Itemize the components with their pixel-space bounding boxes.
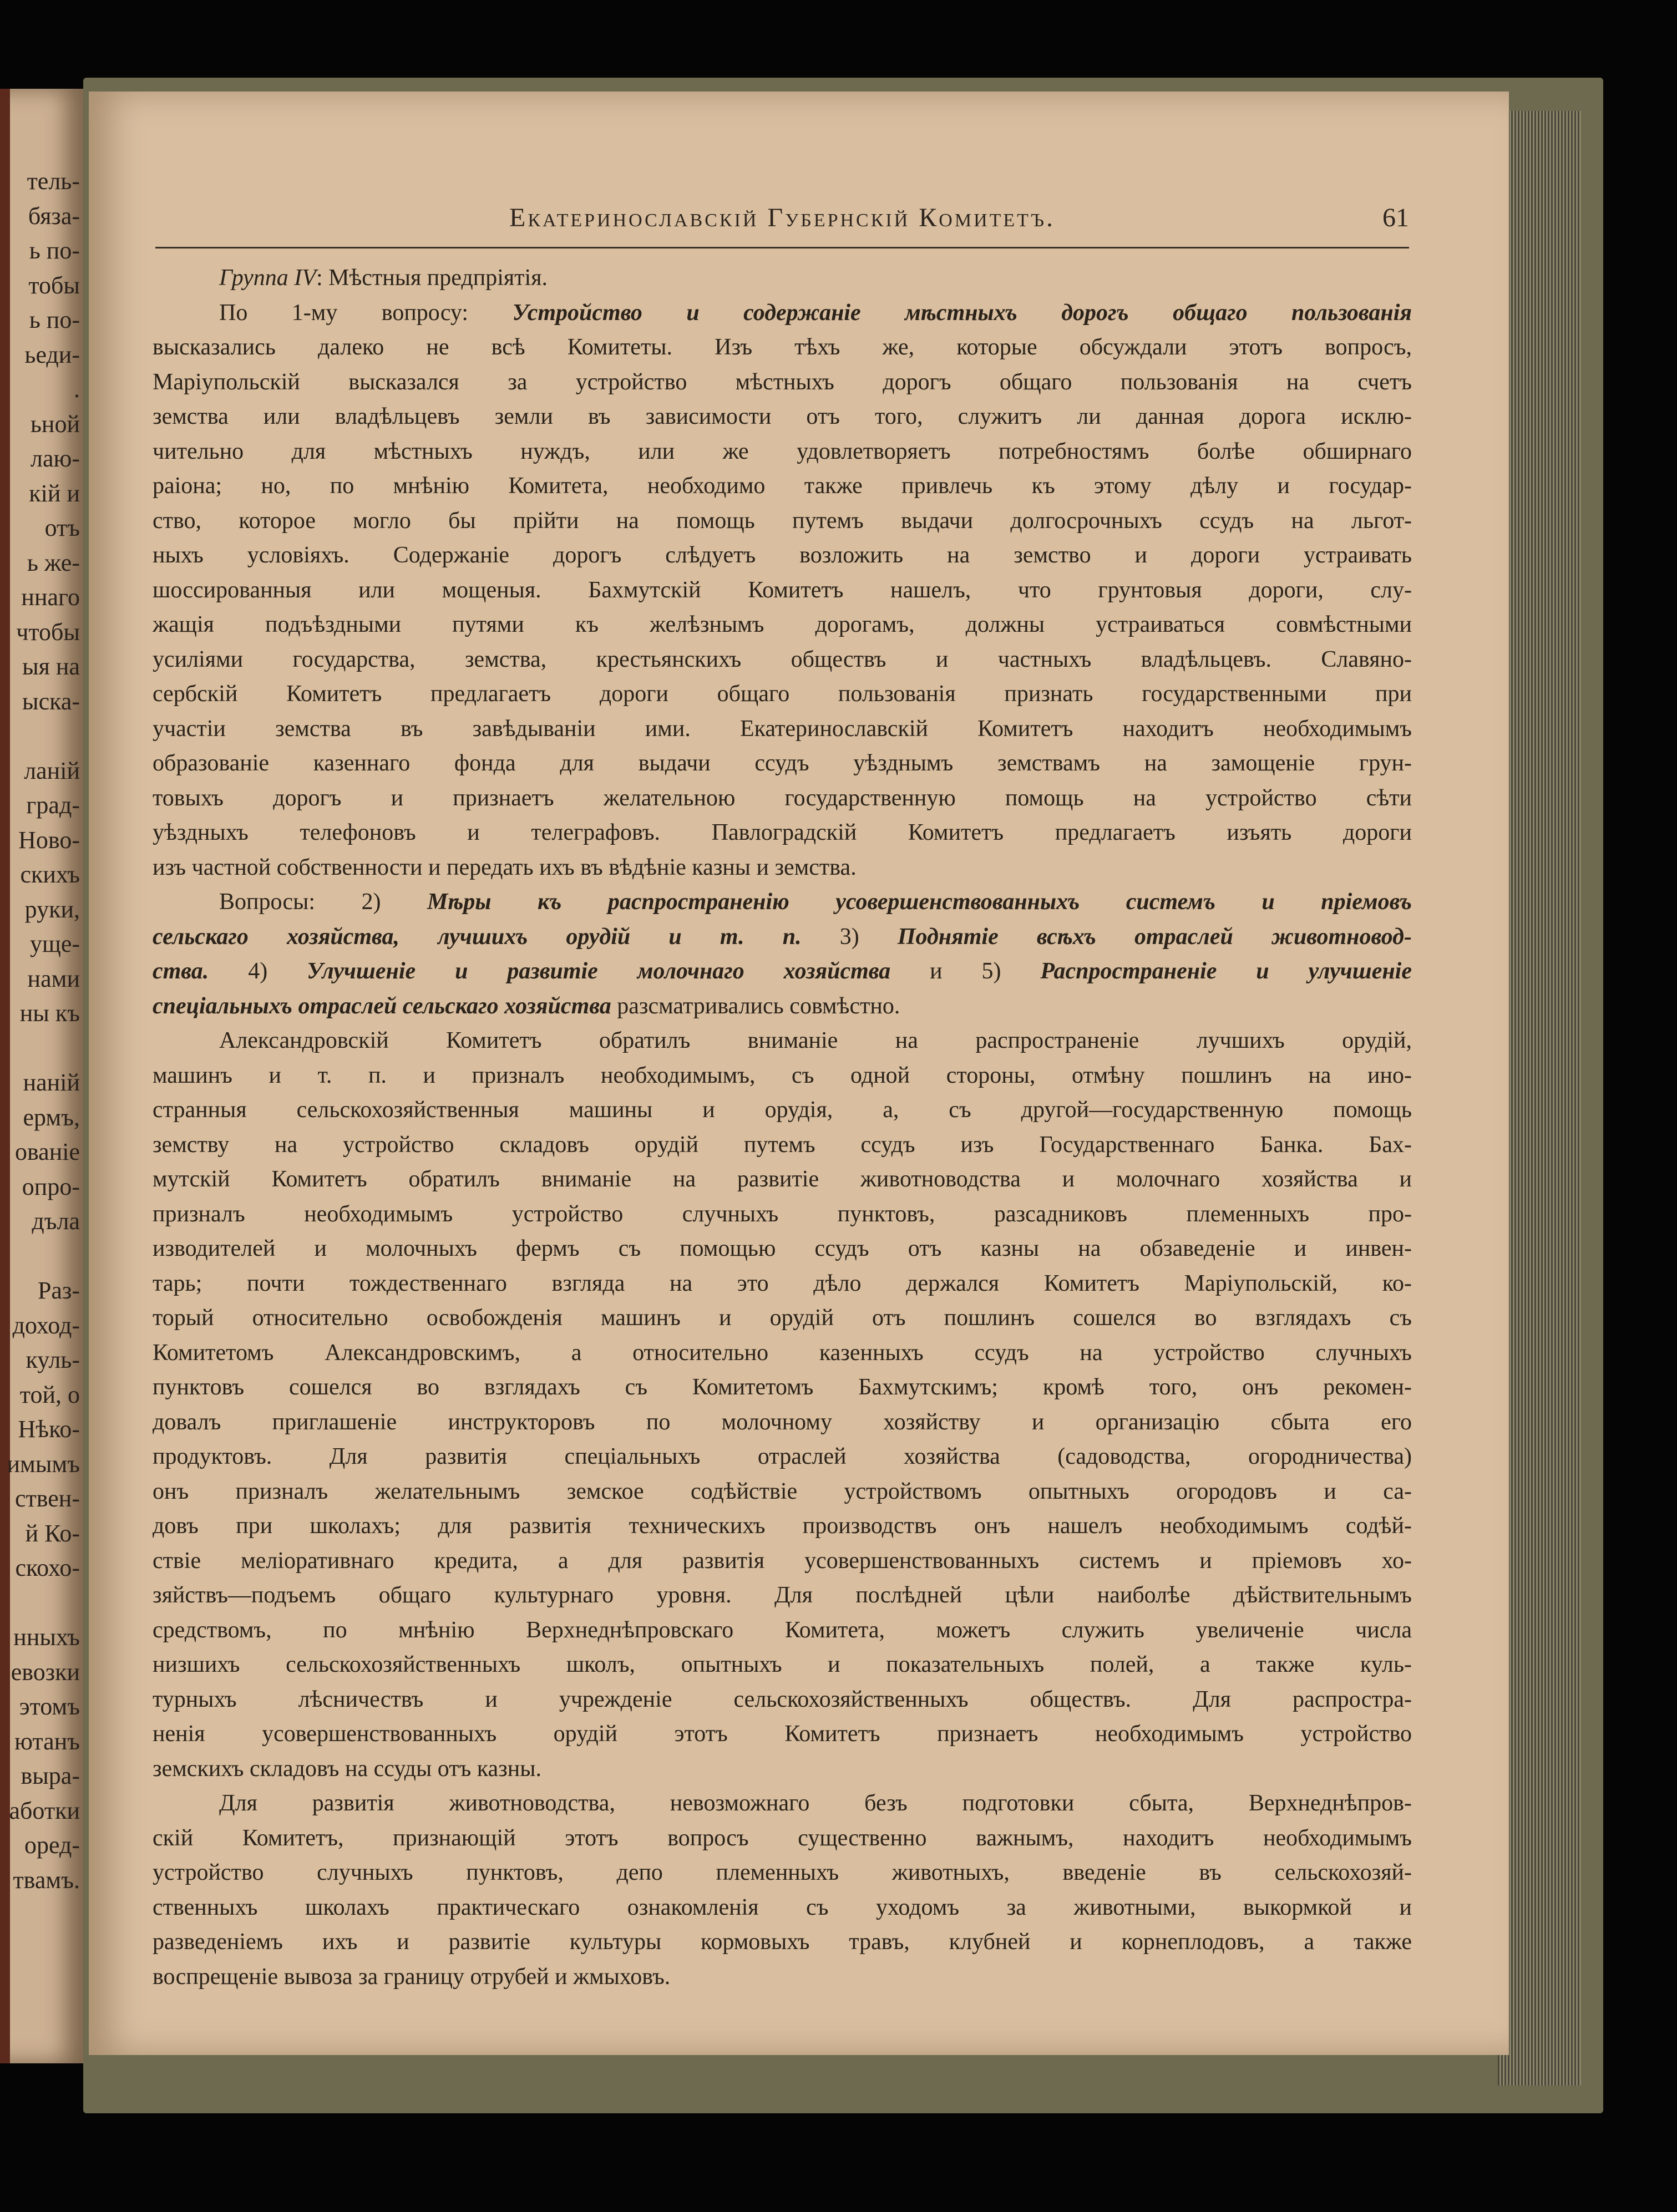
text-run: Устройство и содержаніе мѣстныхъ дорогъ общаго пользованія — [512, 300, 1412, 326]
text-run: усиліями государства, земства, крестьянскихъ обществъ и частныхъ владѣльцевъ. Славяно- — [153, 646, 1412, 672]
text-run: ныхъ условіяхъ. Содержаніе дорогъ слѣдуетъ возложить на земство и дороги устраивать — [153, 542, 1412, 568]
text-line — [153, 1405, 1412, 1440]
text-run: : Мѣстныя предпріятія. — [316, 265, 548, 291]
adjacent-left-page — [0, 89, 83, 2063]
text-run: зяйствъ—подъемъ общаго культурнаго уровня. Для послѣдней цѣли наиболѣе дѣйствительнымъ — [153, 1582, 1412, 1608]
text-line — [153, 573, 1412, 608]
text-run: Александровскій Комитетъ обратилъ вниманіе на распространеніе лучшихъ орудій, — [219, 1028, 1412, 1053]
text-run: Улучшеніе и развитіе молочнаго хозяйства — [307, 958, 891, 984]
text-line — [153, 1752, 1412, 1787]
text-line — [153, 1162, 1412, 1197]
text-line — [153, 1578, 1412, 1613]
text-run: и 5) — [890, 958, 1041, 984]
left-page-fragment: наній — [23, 1069, 80, 1096]
text-run: ства. — [153, 958, 209, 984]
text-run: раіона; но, по мнѣнію Комитета, необходимо также привлечь къ этому дѣлу и государ- — [153, 473, 1412, 499]
text-line — [153, 1647, 1412, 1682]
left-page-fragment: ь по- — [29, 306, 80, 333]
left-page-fragment: евозки — [11, 1658, 80, 1686]
text-run: Маріупольскій высказался за устройство мѣстныхъ дорогъ общаго пользованія на счетъ — [153, 369, 1412, 395]
text-line — [153, 885, 1412, 920]
text-run: низшихъ сельскохозяйственныхъ школъ, опытныхъ и показательныхъ полей, а также куль- — [153, 1652, 1412, 1677]
text-run: скій Комитетъ, признающій этотъ вопросъ существенно важнымъ, находитъ необходимымъ — [153, 1825, 1412, 1851]
left-page-fragment: дъла — [32, 1208, 80, 1235]
text-run: спеціальныхъ отраслей сельскаго хозяйства — [153, 993, 611, 1019]
left-page-fragment: тель- — [27, 168, 80, 195]
text-line — [153, 1023, 1412, 1058]
text-run: Мѣры къ распространенію усовершенствованныхъ системъ и пріемовъ — [427, 889, 1412, 915]
text-line — [153, 1682, 1412, 1717]
left-page-fragment: ннаго — [21, 584, 80, 611]
text-line — [153, 607, 1412, 642]
left-page-fragment: ыска- — [22, 687, 80, 715]
left-page-fragment: чтобы — [16, 618, 80, 646]
text-line — [153, 434, 1412, 469]
text-line — [153, 538, 1412, 573]
left-page-fragment: нныхъ — [13, 1624, 80, 1651]
text-line — [153, 1717, 1412, 1752]
text-line — [153, 1544, 1412, 1579]
text-line — [153, 399, 1412, 434]
text-line — [153, 330, 1412, 365]
left-page-fragment: твамъ. — [13, 1866, 80, 1894]
left-page-fragment: отъ — [44, 514, 80, 541]
left-page-fragment: ютанъ — [14, 1727, 80, 1755]
text-line — [153, 677, 1412, 712]
text-run: шоссированныя или мощеныя. Бахмутскій Комитетъ нашелъ, что грунтовыя дороги, слу- — [153, 577, 1412, 603]
left-page-fragment: ьеди- — [24, 341, 80, 368]
left-page-fragment: ущe- — [29, 930, 80, 957]
left-page-fragment: аботки — [9, 1797, 80, 1824]
text-run: Распространеніе и улучшеніе — [1040, 958, 1412, 984]
text-line — [153, 815, 1412, 850]
text-line — [153, 1370, 1412, 1405]
text-run: изводителей и молочныхъ фермъ съ помощью ссудъ отъ казны на обзаведеніе и инвен- — [153, 1236, 1412, 1261]
left-page-fragment: оред- — [24, 1832, 80, 1859]
left-page-fragment: Ново- — [18, 826, 80, 854]
left-page-fragment: бяза- — [28, 202, 80, 230]
text-run: Группа IV — [219, 265, 316, 291]
left-page-fragment: ермъ, — [23, 1103, 80, 1131]
text-line — [153, 746, 1412, 781]
text-line — [153, 1855, 1412, 1890]
text-line — [153, 1821, 1412, 1856]
text-run: 4) — [209, 958, 307, 984]
text-line — [153, 989, 1412, 1024]
text-run: Поднятіе всѣхъ отраслей животновод- — [897, 924, 1412, 950]
left-page-fragment: ны къ — [19, 1000, 80, 1027]
text-run: воспрещеніе вывоза за границу отрубей и жмыховъ. — [153, 1964, 671, 1990]
left-page-fragment: ствен- — [14, 1485, 80, 1512]
text-run: земскихъ складовъ на ссуды отъ казны. — [153, 1756, 541, 1782]
left-page-fragment: тобы — [28, 271, 80, 299]
text-line — [153, 642, 1412, 677]
running-head-title: Екатеринославскій Губернскій Комитетъ. — [509, 203, 1055, 232]
text-run: призналъ необходимымъ устройство случныхъ пунктовъ, разсадниковъ племенныхъ про- — [153, 1201, 1412, 1227]
text-line — [153, 469, 1412, 504]
text-run: разсматривались совмѣстно. — [611, 993, 900, 1019]
text-line — [153, 920, 1412, 955]
text-run: 3) — [801, 924, 898, 950]
left-page-fragment: . — [74, 376, 80, 403]
left-page-fragment: нами — [27, 965, 80, 992]
text-line — [153, 954, 1412, 989]
text-line — [153, 1786, 1412, 1821]
left-page-fragment: ьной — [30, 410, 80, 438]
text-line — [153, 1439, 1412, 1474]
text-run: турныхъ лѣсничествъ и учрежденіе сельскохозяйственныхъ обществъ. Для распростра- — [153, 1686, 1412, 1712]
text-run: земству на устройство складовъ орудій путемъ ссудъ изъ Государственнаго Банка. Бах- — [153, 1132, 1412, 1158]
text-run: образованіе казеннаго фонда для выдачи ссудъ уѣзднымъ земствамъ на замощеніе грун- — [153, 750, 1412, 776]
text-run: По 1-му вопросу: — [219, 300, 513, 326]
left-page-fragment: град- — [26, 792, 80, 819]
text-run: уѣздныхъ телефоновъ и телеграфовъ. Павлоградскій Комитетъ предлагаетъ изъять дороги — [153, 820, 1412, 845]
text-run: странныя сельскохозяйственныя машины и орудія, а, съ другой—государственную помощь — [153, 1097, 1412, 1123]
text-run: Вопросы: 2) — [219, 889, 428, 915]
text-run: жащія подъѣздными путями къ желѣзнымъ дорогамъ, должны устраиваться совмѣстными — [153, 612, 1412, 637]
text-line — [153, 1960, 1412, 1995]
left-page-fragment: й Ко- — [25, 1519, 80, 1547]
text-run: довъ при школахъ; для развитія техническихъ производствъ онъ нашелъ необходимымъ содѣй- — [153, 1513, 1412, 1539]
text-line — [153, 1093, 1412, 1128]
text-run: ствіе меліоративнаго кредита, а для развитія усовершенствованныхъ системъ и пріемовъ хо- — [153, 1548, 1412, 1574]
text-run: онъ призналъ желательнымъ земское содѣйствіе устройствомъ опытныхъ огородовъ и са- — [153, 1478, 1412, 1504]
text-line — [153, 1301, 1412, 1336]
text-run: участіи земства въ завѣдываніи ими. Екатеринославскій Комитетъ находитъ необходимымъ — [153, 716, 1412, 742]
text-run: торый относительно освобожденія машинъ и орудій отъ пошлинъ сошелся во взглядахъ съ — [153, 1305, 1412, 1331]
left-page-fragment: доход- — [12, 1311, 80, 1339]
text-run: тарь; почти тождественнаго взгляда на это дѣло держался Комитетъ Маріупольскій, ко- — [153, 1270, 1412, 1296]
page-number: 61 — [1382, 203, 1409, 232]
left-page-fragment: выра- — [21, 1762, 80, 1789]
text-line — [153, 1474, 1412, 1509]
left-page-fragment: ыя на — [22, 653, 80, 680]
left-page-fragment: скохо- — [15, 1554, 80, 1581]
text-line — [153, 261, 1412, 296]
text-run: земства или владѣльцевъ земли въ зависимости отъ того, служитъ ли данная дорога исклю- — [153, 404, 1412, 429]
text-line — [153, 1925, 1412, 1960]
text-run: пунктовъ сошелся во взглядахъ съ Комитетомъ Бахмутскимъ; кромѣ того, онъ рекомен- — [153, 1374, 1412, 1400]
text-line — [153, 1058, 1412, 1093]
left-page-fragment: опро- — [22, 1173, 80, 1200]
text-line — [153, 781, 1412, 816]
text-run: средствомъ, по мнѣнію Верхнеднѣпровскаго Комитета, можетъ служить увеличеніе числа — [153, 1617, 1412, 1643]
text-run: чительно для мѣстныхъ нуждъ, или же удовлетворяетъ потребностямъ болѣе обширнаго — [153, 438, 1412, 464]
left-page-fragment: скихъ — [20, 861, 80, 888]
text-line — [153, 296, 1412, 331]
text-line — [153, 1890, 1412, 1925]
left-page-fragment: ованіе — [14, 1138, 80, 1165]
left-page-fragment: куль- — [26, 1346, 80, 1373]
text-line — [153, 850, 1412, 885]
text-line — [153, 1613, 1412, 1648]
text-run: товыхъ дорогъ и признаетъ желательною государственную помощь на устройство сѣти — [153, 785, 1412, 811]
text-run: Комитетомъ Александровскимъ, а относительно казенныхъ ссудъ на устройство случныхъ — [153, 1340, 1412, 1366]
text-line — [153, 365, 1412, 400]
text-line — [153, 1231, 1412, 1266]
left-page-fragment: лаю- — [30, 445, 80, 472]
left-page-fragment: ланій — [24, 757, 80, 784]
book-page — [89, 92, 1509, 2055]
text-run: ственныхъ школахъ практическаго ознакомленія съ уходомъ за животными, выкормкой и — [153, 1894, 1412, 1920]
text-run: ненія усовершенствованныхъ орудій этотъ Комитетъ признаетъ необходимымъ устройство — [153, 1721, 1412, 1747]
text-run: машинъ и т. п. и призналъ необходимымъ, съ одной стороны, отмѣну пошлинъ на ино- — [153, 1062, 1412, 1088]
left-page-fragment: ь по- — [29, 237, 80, 264]
text-line — [153, 1509, 1412, 1544]
text-line — [153, 1128, 1412, 1163]
left-page-fragment: Нѣко- — [18, 1416, 80, 1443]
left-page-fragment: кій и — [29, 479, 80, 507]
text-run: высказались далеко не всѣ Комитеты. Изъ тѣхъ же, которые обсуждали этотъ вопросъ, — [153, 334, 1412, 360]
page-body-text — [153, 261, 1412, 1994]
text-run: изъ частной собственности и передать ихъ въ вѣдѣніе казны и земства. — [153, 854, 857, 880]
text-run: сельскаго хозяйства, лучшихъ орудій и т. п. — [153, 924, 802, 950]
text-run: разведеніемъ ихъ и развитіе культуры кормовыхъ травъ, клубней и корнеплодовъ, а также — [153, 1929, 1412, 1955]
left-page-fragment: имымъ — [7, 1450, 80, 1478]
text-run: сербскій Комитетъ предлагаетъ дороги общаго пользованія признать государственными при — [153, 681, 1412, 707]
text-line — [153, 1336, 1412, 1371]
left-page-fragment: руки, — [24, 895, 80, 923]
text-run: Для развитія животноводства, невозможнаго безъ подготовки сбыта, Верхнеднѣпров- — [219, 1790, 1412, 1816]
text-run: устройство случныхъ пунктовъ, депо племенныхъ животныхъ, введеніе въ сельскохозяй- — [153, 1860, 1412, 1885]
book-binding — [0, 89, 10, 2063]
text-run: ство, которое могло бы прійти на помощь путемъ выдачи долгосрочныхъ ссудъ на льгот- — [153, 508, 1412, 534]
left-page-fragment: Раз- — [37, 1277, 80, 1304]
text-line — [153, 504, 1412, 539]
text-line — [153, 712, 1412, 747]
text-run: продуктовъ. Для развитія спеціальныхъ отраслей хозяйства (садоводства, огородничества) — [153, 1444, 1412, 1469]
text-run: мутскій Комитетъ обратилъ вниманіе на развитіе животноводства и молочнаго хозяйства и — [153, 1166, 1412, 1192]
page-edges — [1498, 111, 1581, 2086]
running-head — [155, 202, 1409, 248]
left-page-fragment: той, о — [19, 1381, 80, 1408]
text-line — [153, 1266, 1412, 1301]
text-line — [153, 1197, 1412, 1232]
left-page-fragment: ь же- — [27, 549, 80, 576]
left-page-fragment: этомъ — [19, 1693, 80, 1720]
text-run: довалъ приглашеніе инструкторовъ по молочному хозяйству и организацію сбыта его — [153, 1409, 1412, 1435]
